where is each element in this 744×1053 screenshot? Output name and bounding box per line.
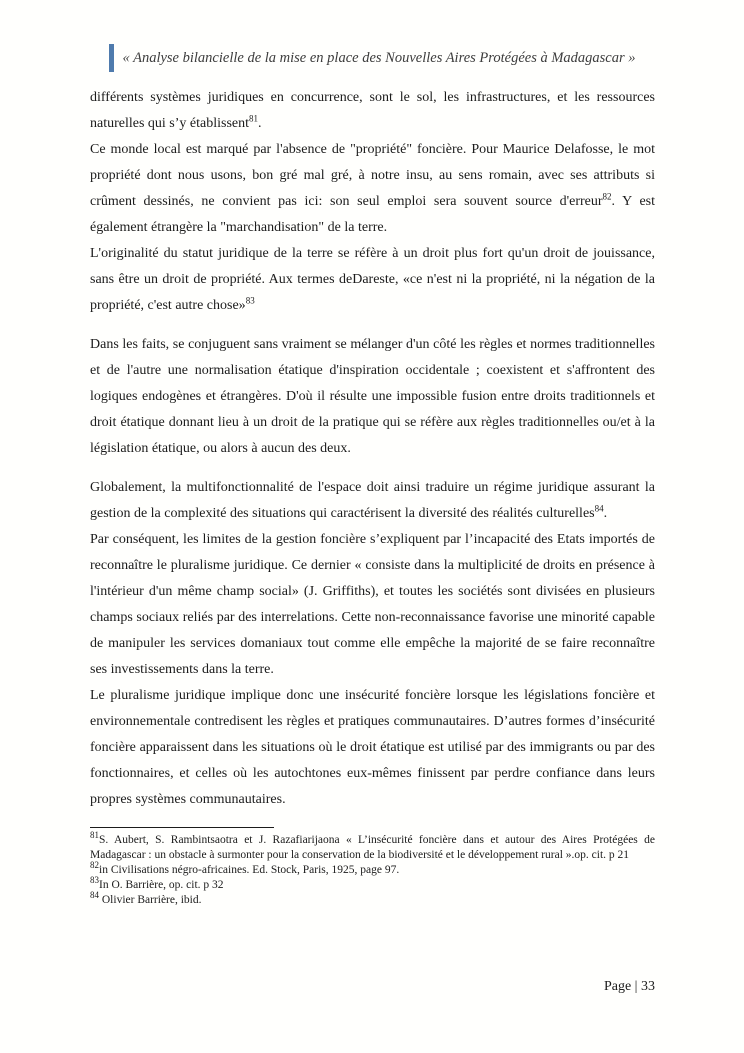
paragraph: différents systèmes juridiques en concurrence, sont le sol, les infrastructures, et les ressources naturelles qui s’y établissent$^{81}$. <box>90 90 655 131</box>
paragraph: Dans les faits, se conjuguent sans vraiment se mélanger d'un côté les règles et normes traditionnelles et de l'autre une normalisation étatique d'inspiration occidentale ; coexistent et s'affrontent des logiques endogènes et étrangères. D'où il résulte une impossible fusion entre droits traditionnels et droit étatique donnant lieu à un droit de la pratique qui se réfère aux règles traditionnelles ou/et à la législation étatique, ou alors à aucun des deux. <box>90 337 655 456</box>
footnotes-list <box>90 830 655 908</box>
footnote-marker: 84 <box>90 890 99 901</box>
paragraph: Ce monde local est marqué par l'absence de "propriété" foncière. Pour Maurice Delafosse, le mot propriété dont nous usons, bon gré mal gré, à notre insu, au sens romain, avec ses attributs si crûment dessinés, ne convient pas ici: son seul emploi sera souvent source d'erreur$^{82}$. Y est également étrangère la "marchandisation" de la terre. <box>90 142 656 235</box>
body-paragraphs <box>90 85 655 813</box>
footnote: $^{82}$in Civilisations négro-africaines. Ed. Stock, Paris, 1925, page 97. <box>90 860 400 876</box>
paragraph: Le pluralisme juridique implique donc une insécurité foncière lorsque les législations foncière et environnementale contredisent les règles et pratiques communautaires. D’autres formes d’insécurité foncière apparaissent dans les situations où le droit étatique est utilisé par des immigrants ou par des fonctionnaires, et celles où les autochtones eux-mêmes finissent par perdre confiance dans leurs propres systèmes communautaires. <box>90 688 655 807</box>
header-title: « Analyse bilancielle de la mise en place des Nouvelles Aires Protégées à Madagascar » <box>122 49 636 66</box>
page-header <box>90 44 655 72</box>
paragraph: Par conséquent, les limites de la gestion foncière s’expliquent par l’incapacité des Etats importés de reconnaître le pluralisme juridique. Ce dernier « consiste dans la multiplicité de droits en présence à l'intérieur d'un même champ social» (J. Griffiths), et toutes les sociétés sont divisées en plusieurs champs sociaux reliés par des interrelations. Cette non-reconnaissance favorise une minorité capable de manipuler les services domaniaux tout comme elle empêche la majorité de se faire reconnaître ses investissements dans la terre. <box>90 532 655 677</box>
footnote-ref: 83 <box>245 295 255 306</box>
footnote-marker: 81 <box>90 830 99 841</box>
header-accent-bar <box>109 44 114 72</box>
footnote-ref: 84 <box>594 503 604 514</box>
paragraph: Globalement, la multifonctionnalité de l'espace doit ainsi traduire un régime juridique assurant la gestion de la complexité des situations qui caractérisent la diversité des réalités culturelles$^{84}$. <box>90 480 655 521</box>
footnote-marker: 83 <box>90 875 99 886</box>
footnote-separator <box>90 827 274 828</box>
page-footer <box>604 979 655 995</box>
footnote-ref: 82 <box>602 191 612 202</box>
footnote-marker: 82 <box>90 860 99 871</box>
footnote: $^{83}$In O. Barrière, op. cit. p 32 <box>90 875 224 891</box>
footnotes-section <box>90 827 655 908</box>
footnote: $^{81}$S. Aubert, S. Rambintsaotra et J. Razafiarijaona « L’insécurité foncière dans et autour des Aires Protégées de Madagascar : un obstacle à surmonter pour la conservation de la biodiversité et le développement rural ».op. cit. p 21 <box>90 830 655 861</box>
footnote-ref: 81 <box>249 113 259 124</box>
page-number: Page | 33 <box>603 979 655 994</box>
footnote: $^{84}$ Olivier Barrière, ibid. <box>90 890 202 906</box>
paragraph: L'originalité du statut juridique de la terre se réfère à un droit plus fort qu'un droit de jouissance, sans être un droit de propriété. Aux termes deDareste, «ce n'est ni la propriété, ni la négation de la propriété, c'est autre chose»$^{83}$ <box>90 246 655 313</box>
